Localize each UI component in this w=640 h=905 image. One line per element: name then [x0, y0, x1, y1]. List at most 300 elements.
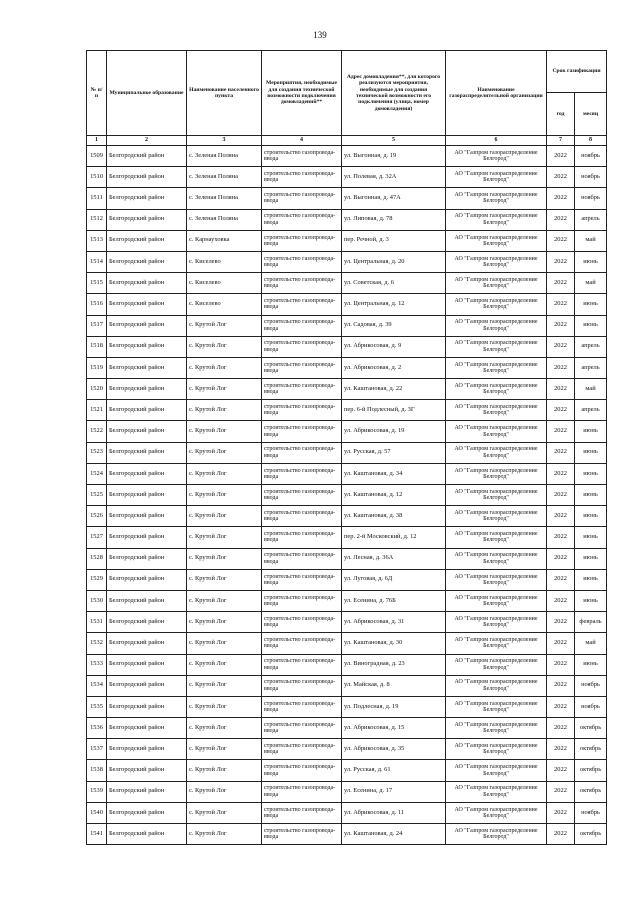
table-row — [87, 463, 607, 484]
settlement-cell: с. Крутой Лог — [187, 739, 262, 760]
settlement-cell: с. Крутой Лог — [187, 442, 262, 463]
year-cell: 2022 — [547, 463, 575, 484]
settlement-cell: с. Карнауховка — [187, 230, 262, 251]
organization-cell: АО "Газпром газораспределение Белгород" — [446, 294, 547, 315]
address-cell: ул. Центральная, д. 20 — [342, 251, 446, 272]
column-number: 8 — [575, 136, 607, 146]
works-cell: строительство газопровода-ввода — [262, 527, 342, 548]
row-number-cell: 1526 — [87, 506, 107, 527]
works-cell: строительство газопровода-ввода — [262, 675, 342, 696]
table-row — [87, 188, 607, 209]
row-number-cell: 1516 — [87, 294, 107, 315]
year-cell: 2022 — [547, 781, 575, 802]
row-number-cell: 1525 — [87, 485, 107, 506]
row-number-cell: 1532 — [87, 633, 107, 654]
works-cell: строительство газопровода-ввода — [262, 506, 342, 527]
works-cell: строительство газопровода-ввода — [262, 209, 342, 230]
settlement-cell: с. Зеленая Поляна — [187, 209, 262, 230]
month-cell: октябрь — [575, 824, 607, 845]
organization-cell: АО "Газпром газораспределение Белгород" — [446, 421, 547, 442]
header-year: год — [547, 93, 575, 136]
month-cell: июнь — [575, 421, 607, 442]
settlement-cell: с. Киселево — [187, 251, 262, 272]
works-cell: строительство газопровода-ввода — [262, 654, 342, 675]
table-row — [87, 548, 607, 569]
table-row — [87, 485, 607, 506]
municipality-cell: Белгородский район — [107, 188, 187, 209]
table-row — [87, 633, 607, 654]
month-cell: июнь — [575, 294, 607, 315]
organization-cell: АО "Газпром газораспределение Белгород" — [446, 781, 547, 802]
organization-cell: АО "Газпром газораспределение Белгород" — [446, 230, 547, 251]
address-cell: ул. Есенина, д. 17 — [342, 781, 446, 802]
settlement-cell: с. Крутой Лог — [187, 336, 262, 357]
year-cell: 2022 — [547, 209, 575, 230]
year-cell: 2022 — [547, 167, 575, 188]
municipality-cell: Белгородский район — [107, 357, 187, 378]
works-cell: строительство газопровода-ввода — [262, 315, 342, 336]
table-row — [87, 675, 607, 696]
row-number-cell: 1536 — [87, 718, 107, 739]
organization-cell: АО "Газпром газораспределение Белгород" — [446, 167, 547, 188]
month-cell: июнь — [575, 569, 607, 590]
works-cell: строительство газопровода-ввода — [262, 294, 342, 315]
row-number-cell: 1524 — [87, 463, 107, 484]
works-cell: строительство газопровода-ввода — [262, 421, 342, 442]
month-cell: апрель — [575, 209, 607, 230]
year-cell: 2022 — [547, 675, 575, 696]
organization-cell: АО "Газпром газораспределение Белгород" — [446, 357, 547, 378]
month-cell: июнь — [575, 654, 607, 675]
month-cell: май — [575, 379, 607, 400]
header-org: Наименование газораспределительной организации — [446, 51, 547, 136]
month-cell: июнь — [575, 463, 607, 484]
month-cell: февраль — [575, 612, 607, 633]
municipality-cell: Белгородский район — [107, 379, 187, 400]
works-cell: строительство газопровода-ввода — [262, 442, 342, 463]
municipality-cell: Белгородский район — [107, 781, 187, 802]
month-cell: июнь — [575, 485, 607, 506]
address-cell: ул. Абрикосовая, д. 11 — [342, 802, 446, 823]
address-cell: ул. Каштановая, д. 22 — [342, 379, 446, 400]
year-cell: 2022 — [547, 548, 575, 569]
row-number-cell: 1539 — [87, 781, 107, 802]
organization-cell: АО "Газпром газораспределение Белгород" — [446, 485, 547, 506]
table-row — [87, 442, 607, 463]
organization-cell: АО "Газпром газораспределение Белгород" — [446, 718, 547, 739]
month-cell: июнь — [575, 315, 607, 336]
month-cell: июнь — [575, 506, 607, 527]
address-cell: ул. Полевая, д. 32А — [342, 167, 446, 188]
column-number: 7 — [547, 136, 575, 146]
table-row — [87, 146, 607, 167]
municipality-cell: Белгородский район — [107, 463, 187, 484]
works-cell: строительство газопровода-ввода — [262, 273, 342, 294]
municipality-cell: Белгородский район — [107, 230, 187, 251]
row-number-cell: 1513 — [87, 230, 107, 251]
municipality-cell: Белгородский район — [107, 400, 187, 421]
organization-cell: АО "Газпром газораспределение Белгород" — [446, 760, 547, 781]
municipality-cell: Белгородский район — [107, 824, 187, 845]
organization-cell: АО "Газпром газораспределение Белгород" — [446, 739, 547, 760]
settlement-cell: с. Крутой Лог — [187, 485, 262, 506]
header-address: Адрес домовладения**, для которого реализуются мероприятия, необходимые для создания технической возможности его подключения (улица, номер домовладения) — [342, 51, 446, 136]
address-cell: ул. Садовая, д. 39 — [342, 315, 446, 336]
month-cell: ноябрь — [575, 802, 607, 823]
header-month: месяц — [575, 93, 607, 136]
column-number: 3 — [187, 136, 262, 146]
address-cell: ул. Абрикосовая, д. 19 — [342, 421, 446, 442]
table-row — [87, 315, 607, 336]
municipality-cell: Белгородский район — [107, 315, 187, 336]
address-cell: ул. Каштановая, д. 24 — [342, 824, 446, 845]
works-cell: строительство газопровода-ввода — [262, 633, 342, 654]
municipality-cell: Белгородский район — [107, 209, 187, 230]
table-row — [87, 739, 607, 760]
works-cell: строительство газопровода-ввода — [262, 485, 342, 506]
works-cell: строительство газопровода-ввода — [262, 590, 342, 611]
row-number-cell: 1534 — [87, 675, 107, 696]
organization-cell: АО "Газпром газораспределение Белгород" — [446, 188, 547, 209]
year-cell: 2022 — [547, 739, 575, 760]
works-cell: строительство газопровода-ввода — [262, 379, 342, 400]
municipality-cell: Белгородский район — [107, 506, 187, 527]
table-row — [87, 357, 607, 378]
year-cell: 2022 — [547, 696, 575, 717]
municipality-cell: Белгородский район — [107, 442, 187, 463]
settlement-cell: с. Зеленая Поляна — [187, 146, 262, 167]
municipality-cell: Белгородский район — [107, 421, 187, 442]
works-cell: строительство газопровода-ввода — [262, 824, 342, 845]
row-number-cell: 1523 — [87, 442, 107, 463]
municipality-cell: Белгородский район — [107, 675, 187, 696]
month-cell: апрель — [575, 336, 607, 357]
municipality-cell: Белгородский район — [107, 273, 187, 294]
year-cell: 2022 — [547, 421, 575, 442]
address-cell: ул. Абрикосовая, д. 31 — [342, 612, 446, 633]
organization-cell: АО "Газпром газораспределение Белгород" — [446, 569, 547, 590]
month-cell: май — [575, 230, 607, 251]
organization-cell: АО "Газпром газораспределение Белгород" — [446, 315, 547, 336]
table-row — [87, 273, 607, 294]
row-number-cell: 1518 — [87, 336, 107, 357]
month-cell: октябрь — [575, 760, 607, 781]
table-row — [87, 781, 607, 802]
settlement-cell: с. Крутой Лог — [187, 675, 262, 696]
row-number-cell: 1512 — [87, 209, 107, 230]
settlement-cell: с. Крутой Лог — [187, 400, 262, 421]
row-number-cell: 1510 — [87, 167, 107, 188]
address-cell: ул. Абрикосовая, д. 9 — [342, 336, 446, 357]
table-row — [87, 251, 607, 272]
month-cell: ноябрь — [575, 675, 607, 696]
settlement-cell: с. Крутой Лог — [187, 612, 262, 633]
table-row — [87, 802, 607, 823]
row-number-cell: 1538 — [87, 760, 107, 781]
column-number: 6 — [446, 136, 547, 146]
address-cell: ул. Лесная, д. 36А — [342, 548, 446, 569]
year-cell: 2022 — [547, 654, 575, 675]
month-cell: октябрь — [575, 739, 607, 760]
year-cell: 2022 — [547, 569, 575, 590]
year-cell: 2022 — [547, 146, 575, 167]
header-term: Срок газификации — [547, 51, 607, 93]
settlement-cell: с. Крутой Лог — [187, 548, 262, 569]
row-number-cell: 1509 — [87, 146, 107, 167]
municipality-cell: Белгородский район — [107, 696, 187, 717]
gasification-table — [86, 50, 607, 845]
municipality-cell: Белгородский район — [107, 739, 187, 760]
year-cell: 2022 — [547, 718, 575, 739]
year-cell: 2022 — [547, 506, 575, 527]
municipality-cell: Белгородский район — [107, 336, 187, 357]
address-cell: ул. Выгонная, д. 19 — [342, 146, 446, 167]
month-cell: апрель — [575, 357, 607, 378]
address-cell: ул. Луговая, д. 6Д — [342, 569, 446, 590]
row-number-cell: 1540 — [87, 802, 107, 823]
settlement-cell: с. Крутой Лог — [187, 781, 262, 802]
municipality-cell: Белгородский район — [107, 146, 187, 167]
table-row — [87, 527, 607, 548]
municipality-cell: Белгородский район — [107, 760, 187, 781]
works-cell: строительство газопровода-ввода — [262, 400, 342, 421]
settlement-cell: с. Крутой Лог — [187, 379, 262, 400]
header-num: № п/п — [87, 51, 107, 136]
address-cell: ул. Абрикосовая, д. 15 — [342, 718, 446, 739]
works-cell: строительство газопровода-ввода — [262, 463, 342, 484]
municipality-cell: Белгородский район — [107, 569, 187, 590]
settlement-cell: с. Крутой Лог — [187, 421, 262, 442]
settlement-cell: с. Крутой Лог — [187, 654, 262, 675]
organization-cell: АО "Газпром газораспределение Белгород" — [446, 696, 547, 717]
organization-cell: АО "Газпром газораспределение Белгород" — [446, 400, 547, 421]
month-cell: ноябрь — [575, 188, 607, 209]
address-cell: ул. Подлесная, д. 19 — [342, 696, 446, 717]
organization-cell: АО "Газпром газораспределение Белгород" — [446, 442, 547, 463]
table-row — [87, 696, 607, 717]
year-cell: 2022 — [547, 357, 575, 378]
organization-cell: АО "Газпром газораспределение Белгород" — [446, 379, 547, 400]
row-number-cell: 1522 — [87, 421, 107, 442]
works-cell: строительство газопровода-ввода — [262, 739, 342, 760]
municipality-cell: Белгородский район — [107, 654, 187, 675]
works-cell: строительство газопровода-ввода — [262, 357, 342, 378]
header-works: Мероприятия, необходимые для создания технической возможности подключения домовладений** — [262, 51, 342, 136]
year-cell: 2022 — [547, 315, 575, 336]
table-row — [87, 294, 607, 315]
settlement-cell: с. Крутой Лог — [187, 590, 262, 611]
table-row — [87, 400, 607, 421]
year-cell: 2022 — [547, 400, 575, 421]
table-row — [87, 336, 607, 357]
page-number: 139 — [313, 30, 327, 40]
year-cell: 2022 — [547, 612, 575, 633]
municipality-cell: Белгородский район — [107, 612, 187, 633]
header-settlement: Наименование населенного пункта — [187, 51, 262, 136]
year-cell: 2022 — [547, 294, 575, 315]
address-cell: ул. Есенина, д. 76Б — [342, 590, 446, 611]
organization-cell: АО "Газпром газораспределение Белгород" — [446, 548, 547, 569]
works-cell: строительство газопровода-ввода — [262, 718, 342, 739]
organization-cell: АО "Газпром газораспределение Белгород" — [446, 590, 547, 611]
address-cell: ул. Русская, д. 61 — [342, 760, 446, 781]
row-number-cell: 1533 — [87, 654, 107, 675]
address-cell: ул. Каштановая, д. 34 — [342, 463, 446, 484]
organization-cell: АО "Газпром газораспределение Белгород" — [446, 146, 547, 167]
address-cell: ул. Выгонная, д. 47А — [342, 188, 446, 209]
month-cell: октябрь — [575, 781, 607, 802]
works-cell: строительство газопровода-ввода — [262, 569, 342, 590]
organization-cell: АО "Газпром газораспределение Белгород" — [446, 506, 547, 527]
month-cell: июнь — [575, 251, 607, 272]
month-cell: июнь — [575, 527, 607, 548]
address-cell: ул. Майская, д. 8 — [342, 675, 446, 696]
address-cell: ул. Каштановая, д. 30 — [342, 633, 446, 654]
year-cell: 2022 — [547, 442, 575, 463]
municipality-cell: Белгородский район — [107, 294, 187, 315]
table-header — [87, 51, 607, 146]
column-number: 1 — [87, 136, 107, 146]
organization-cell: АО "Газпром газораспределение Белгород" — [446, 463, 547, 484]
works-cell: строительство газопровода-ввода — [262, 548, 342, 569]
organization-cell: АО "Газпром газораспределение Белгород" — [446, 612, 547, 633]
row-number-cell: 1537 — [87, 739, 107, 760]
address-cell: пер. 6-й Подлесный, д. 3Г — [342, 400, 446, 421]
works-cell: строительство газопровода-ввода — [262, 781, 342, 802]
table-row — [87, 824, 607, 845]
year-cell: 2022 — [547, 273, 575, 294]
table-row — [87, 209, 607, 230]
address-cell: ул. Каштановая, д. 12 — [342, 485, 446, 506]
municipality-cell: Белгородский район — [107, 167, 187, 188]
row-number-cell: 1541 — [87, 824, 107, 845]
month-cell: ноябрь — [575, 146, 607, 167]
column-number: 2 — [107, 136, 187, 146]
year-cell: 2022 — [547, 230, 575, 251]
year-cell: 2022 — [547, 251, 575, 272]
municipality-cell: Белгородский район — [107, 633, 187, 654]
settlement-cell: с. Крутой Лог — [187, 506, 262, 527]
works-cell: строительство газопровода-ввода — [262, 188, 342, 209]
organization-cell: АО "Газпром газораспределение Белгород" — [446, 251, 547, 272]
organization-cell: АО "Газпром газораспределение Белгород" — [446, 633, 547, 654]
settlement-cell: с. Крутой Лог — [187, 696, 262, 717]
address-cell: ул. Виноградная, д. 23 — [342, 654, 446, 675]
table-row — [87, 421, 607, 442]
column-number: 5 — [342, 136, 446, 146]
table-row — [87, 590, 607, 611]
row-number-cell: 1511 — [87, 188, 107, 209]
settlement-cell: с. Крутой Лог — [187, 760, 262, 781]
column-number-row — [87, 136, 607, 146]
address-cell: ул. Русская, д. 57 — [342, 442, 446, 463]
year-cell: 2022 — [547, 824, 575, 845]
settlement-cell: с. Крутой Лог — [187, 463, 262, 484]
organization-cell: АО "Газпром газораспределение Белгород" — [446, 654, 547, 675]
row-number-cell: 1527 — [87, 527, 107, 548]
month-cell: ноябрь — [575, 696, 607, 717]
address-cell: ул. Центральная, д. 12 — [342, 294, 446, 315]
address-cell: ул. Советская, д. 6 — [342, 273, 446, 294]
municipality-cell: Белгородский район — [107, 802, 187, 823]
municipality-cell: Белгородский район — [107, 590, 187, 611]
row-number-cell: 1515 — [87, 273, 107, 294]
header-municipality: Муниципальное образование — [107, 51, 187, 136]
row-number-cell: 1517 — [87, 315, 107, 336]
settlement-cell: с. Зеленая Поляна — [187, 167, 262, 188]
organization-cell: АО "Газпром газораспределение Белгород" — [446, 824, 547, 845]
organization-cell: АО "Газпром газораспределение Белгород" — [446, 336, 547, 357]
year-cell: 2022 — [547, 188, 575, 209]
address-cell: пер. Речной, д. 3 — [342, 230, 446, 251]
month-cell: апрель — [575, 400, 607, 421]
municipality-cell: Белгородский район — [107, 718, 187, 739]
year-cell: 2022 — [547, 527, 575, 548]
row-number-cell: 1529 — [87, 569, 107, 590]
table-row — [87, 167, 607, 188]
row-number-cell: 1530 — [87, 590, 107, 611]
year-cell: 2022 — [547, 633, 575, 654]
year-cell: 2022 — [547, 802, 575, 823]
settlement-cell: с. Зеленая Поляна — [187, 188, 262, 209]
table-row — [87, 379, 607, 400]
month-cell: июнь — [575, 548, 607, 569]
municipality-cell: Белгородский район — [107, 548, 187, 569]
table-row — [87, 612, 607, 633]
row-number-cell: 1528 — [87, 548, 107, 569]
year-cell: 2022 — [547, 590, 575, 611]
table-row — [87, 654, 607, 675]
month-cell: май — [575, 633, 607, 654]
organization-cell: АО "Газпром газораспределение Белгород" — [446, 273, 547, 294]
month-cell: июнь — [575, 590, 607, 611]
table-row — [87, 760, 607, 781]
works-cell: строительство газопровода-ввода — [262, 802, 342, 823]
settlement-cell: с. Крутой Лог — [187, 569, 262, 590]
works-cell: строительство газопровода-ввода — [262, 336, 342, 357]
settlement-cell: с. Крутой Лог — [187, 315, 262, 336]
month-cell: май — [575, 273, 607, 294]
address-cell: ул. Липовая, д. 78 — [342, 209, 446, 230]
table-row — [87, 569, 607, 590]
municipality-cell: Белгородский район — [107, 251, 187, 272]
column-number: 4 — [262, 136, 342, 146]
settlement-cell: с. Крутой Лог — [187, 357, 262, 378]
address-cell: пер. 2-й Московский, д. 12 — [342, 527, 446, 548]
municipality-cell: Белгородский район — [107, 527, 187, 548]
settlement-cell: с. Крутой Лог — [187, 802, 262, 823]
month-cell: октябрь — [575, 718, 607, 739]
year-cell: 2022 — [547, 336, 575, 357]
organization-cell: АО "Газпром газораспределение Белгород" — [446, 209, 547, 230]
row-number-cell: 1531 — [87, 612, 107, 633]
organization-cell: АО "Газпром газораспределение Белгород" — [446, 802, 547, 823]
row-number-cell: 1521 — [87, 400, 107, 421]
works-cell: строительство газопровода-ввода — [262, 167, 342, 188]
settlement-cell: с. Киселево — [187, 294, 262, 315]
month-cell: июнь — [575, 442, 607, 463]
table-row — [87, 506, 607, 527]
settlement-cell: с. Крутой Лог — [187, 718, 262, 739]
table-body — [87, 146, 607, 845]
works-cell: строительство газопровода-ввода — [262, 696, 342, 717]
address-cell: ул. Каштановая, д. 38 — [342, 506, 446, 527]
works-cell: строительство газопровода-ввода — [262, 230, 342, 251]
row-number-cell: 1535 — [87, 696, 107, 717]
year-cell: 2022 — [547, 379, 575, 400]
settlement-cell: с. Крутой Лог — [187, 527, 262, 548]
year-cell: 2022 — [547, 760, 575, 781]
